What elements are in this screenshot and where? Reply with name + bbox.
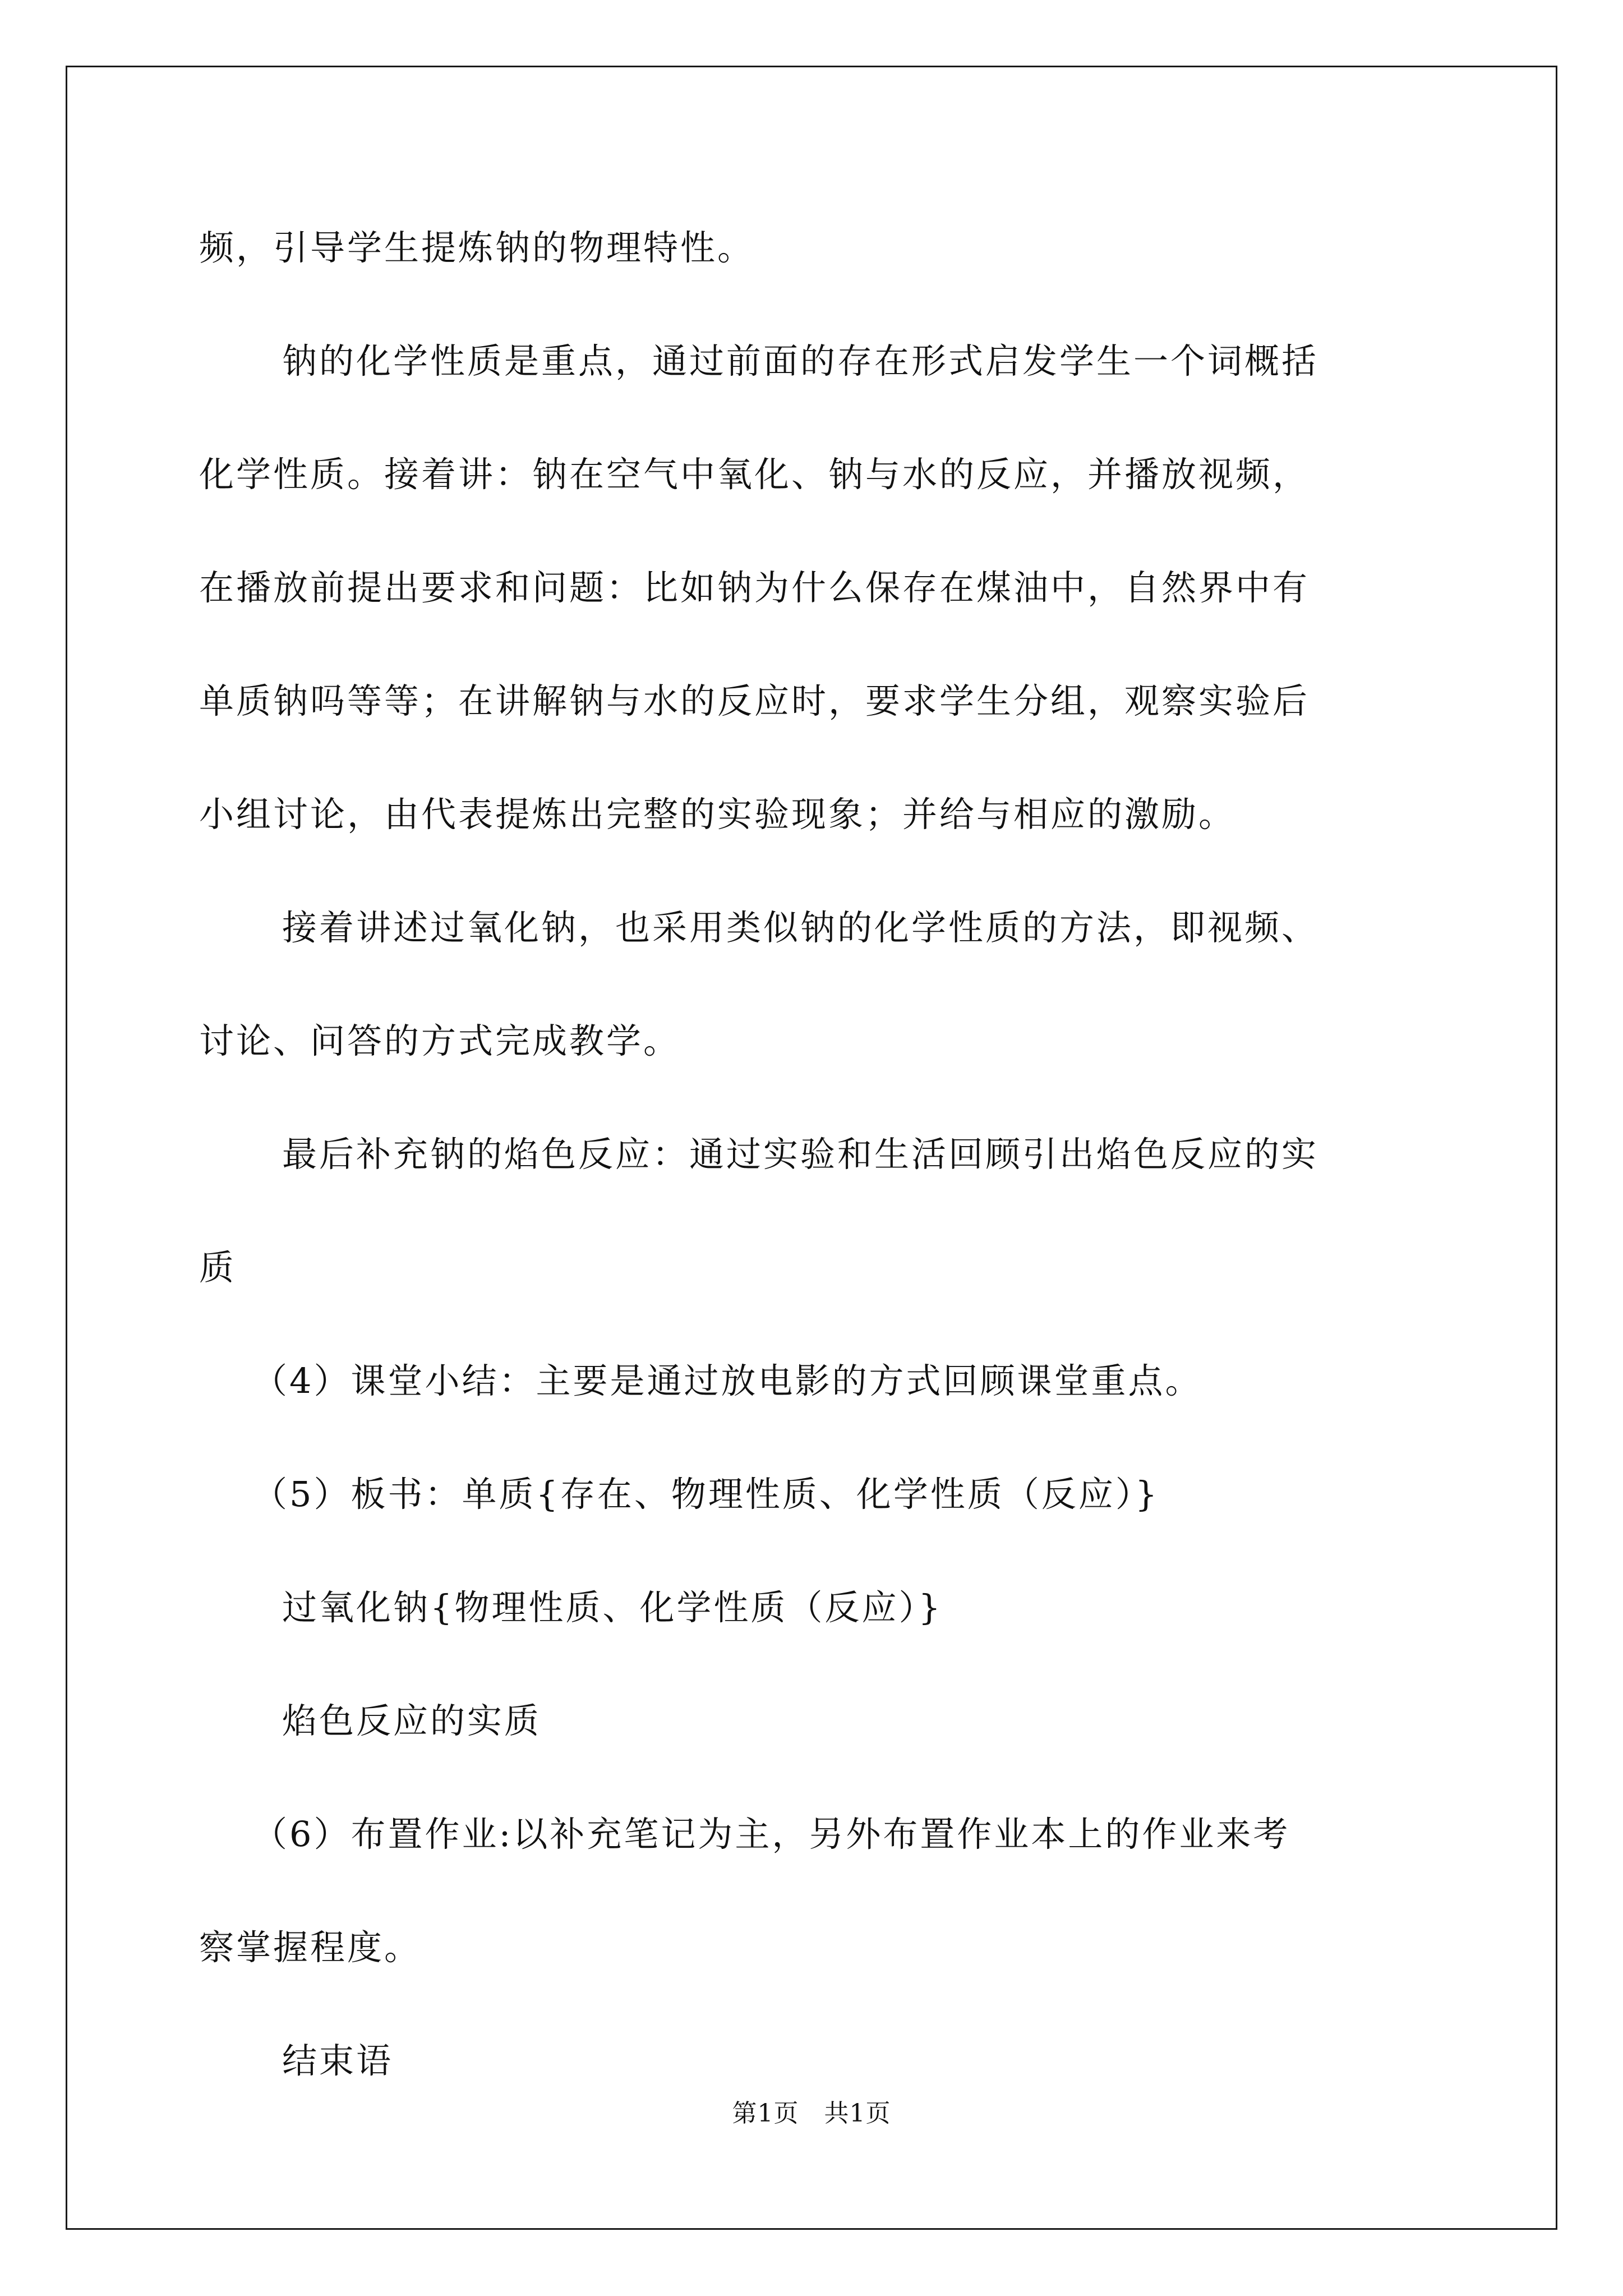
paragraph-line: 最后补充钠的焰色反应：通过实验和生活回顾引出焰色反应的实 [282, 1134, 1319, 1175]
page-footer: 第1页 共1页 [732, 2099, 891, 2128]
paragraph-line: 在播放前提出要求和问题：比如钠为什么保存在煤油中，自然界中有 [199, 567, 1310, 608]
paragraph-line: 钠的化学性质是重点，通过前面的存在形式启发学生一个词概括 [282, 341, 1319, 381]
text-line: 频，引导学生提炼钠的物理特性。 [199, 227, 755, 268]
list-item-summary: （4）课堂小结：主要是通过放电影的方式回顾课堂重点。 [252, 1360, 1202, 1401]
paragraph-line: 接着讲述过氧化钠，也采用类似钠的化学性质的方法，即视频、 [282, 907, 1319, 948]
list-item-board: （5）板书：单质{存在、物理性质、化学性质（反应）} [252, 1474, 1160, 1515]
paragraph-line: 单质钠吗等等；在讲解钠与水的反应时，要求学生分组，观察实验后 [199, 680, 1310, 721]
paragraph-line: 小组讨论，由代表提炼出完整的实验现象；并给与相应的激励。 [199, 794, 1236, 835]
section-heading: 结束语 [282, 2040, 394, 2081]
paragraph-line: 质 [199, 1247, 237, 1288]
paragraph-line: 讨论、问答的方式完成教学。 [199, 1020, 681, 1061]
list-item-homework: （6）布置作业:以补充笔记为主，另外布置作业本上的作业来考 [252, 1814, 1290, 1855]
board-line: 焰色反应的实质 [282, 1700, 542, 1741]
board-line: 过氧化钠{物理性质、化学性质（反应）} [282, 1587, 943, 1628]
paragraph-line: 察掌握程度。 [199, 1927, 422, 1968]
paragraph-line: 化学性质。接着讲：钠在空气中氧化、钠与水的反应，并播放视频， [199, 454, 1310, 495]
